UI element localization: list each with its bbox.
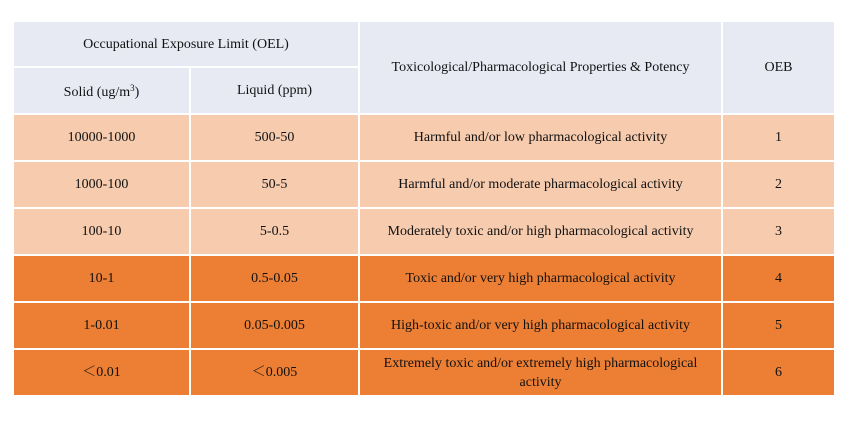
header-row-group (13, 21, 835, 67)
liquid-cell: ＜0.005 (190, 349, 359, 396)
solid-header (13, 67, 190, 114)
property-cell: Harmful and/or low pharmacological activity (359, 114, 722, 161)
table-row (13, 114, 835, 161)
properties-header: Toxicological/Pharmacological Properties & Potency (359, 21, 722, 114)
solid-cell: ＜0.01 (13, 349, 190, 396)
property-cell: High-toxic and/or very high pharmacological activity (359, 302, 722, 349)
oeb-cell: 4 (722, 255, 835, 302)
liquid-cell: 0.05-0.005 (190, 302, 359, 349)
solid-cell: 10-1 (13, 255, 190, 302)
liquid-cell: 50-5 (190, 161, 359, 208)
oel-group-header: Occupational Exposure Limit (OEL) (13, 21, 359, 67)
solid-cell: 1000-100 (13, 161, 190, 208)
liquid-cell: 5-0.5 (190, 208, 359, 255)
oeb-header: OEB (722, 21, 835, 114)
solid-cell: 1-0.01 (13, 302, 190, 349)
solid-header-superscript: 3 (130, 83, 135, 93)
table-row (13, 208, 835, 255)
solid-cell: 100-10 (13, 208, 190, 255)
property-cell: Moderately toxic and/or high pharmacological activity (359, 208, 722, 255)
oeb-cell: 6 (722, 349, 835, 396)
oeb-cell: 5 (722, 302, 835, 349)
liquid-cell: 0.5-0.05 (190, 255, 359, 302)
oeb-cell: 3 (722, 208, 835, 255)
oeb-cell: 1 (722, 114, 835, 161)
oeb-cell: 2 (722, 161, 835, 208)
table-row (13, 255, 835, 302)
property-cell: Harmful and/or moderate pharmacological activity (359, 161, 722, 208)
table-row (13, 302, 835, 349)
property-cell: Extremely toxic and/or extremely high pharmacological activity (359, 349, 722, 396)
solid-header-label: Solid (ug/m (63, 85, 131, 100)
solid-header-close: ) (134, 85, 140, 100)
table-row (13, 161, 835, 208)
oeb-classification-table (12, 20, 836, 397)
liquid-cell: 500-50 (190, 114, 359, 161)
liquid-header: Liquid (ppm) (190, 67, 359, 114)
property-cell: Toxic and/or very high pharmacological activity (359, 255, 722, 302)
solid-cell: 10000-1000 (13, 114, 190, 161)
table-row (13, 349, 835, 396)
